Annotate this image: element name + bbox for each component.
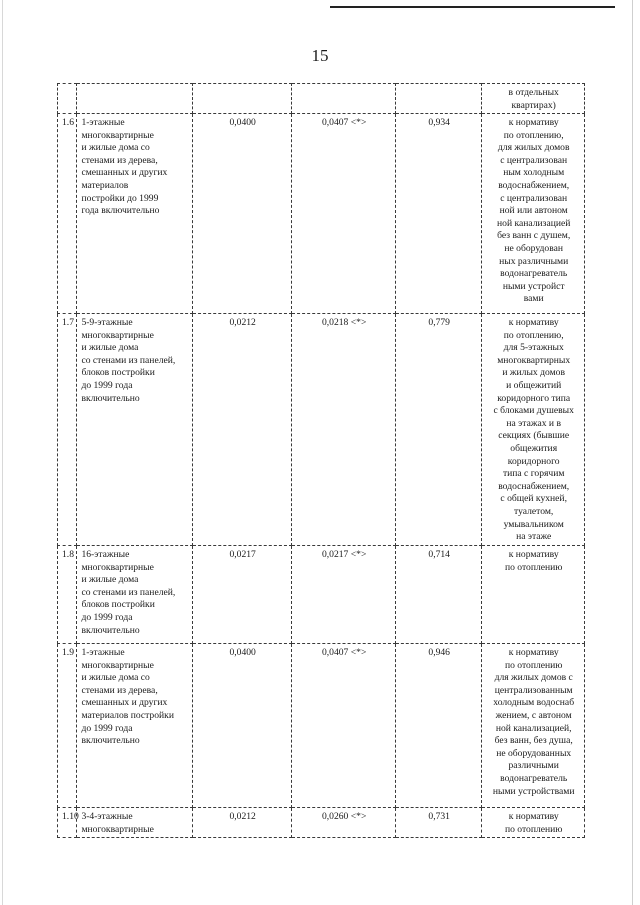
cell-note: к нормативу по отоплению (482, 546, 585, 644)
cell-value-3: 0,779 (396, 314, 482, 546)
cell-value-2: 0,0407 <*> (292, 644, 396, 808)
cell-value-1: 0,0212 (192, 808, 291, 838)
cell-value-3 (396, 84, 482, 114)
cell-value-1: 0,0400 (192, 114, 291, 314)
cell-description (77, 84, 193, 114)
cell-value-3: 0,731 (396, 808, 482, 838)
cell-value-2 (292, 84, 396, 114)
cell-num (58, 84, 77, 114)
cell-num: 1.10 (58, 808, 77, 838)
cell-num: 1.6 (58, 114, 77, 314)
table-row (58, 808, 585, 838)
cell-description: 1-этажные многоквартирные и жилые дома со стенами из дерева, смешанных и других материалов постройки до 1999 года включительно (77, 114, 193, 314)
cell-description: 16-этажные многоквартирные и жилые дома со стенами из панелей, блоков постройки до 1999 года включительно (77, 546, 193, 644)
cell-num: 1.9 (58, 644, 77, 808)
cell-num: 1.8 (58, 546, 77, 644)
table-row (58, 644, 585, 808)
scan-left-edge (2, 0, 3, 905)
cell-note: в отдельных квартирах) (482, 84, 585, 114)
tariff-table (57, 83, 585, 838)
cell-description: 1-этажные многоквартирные и жилые дома со стенами из дерева, смешанных и других материалов постройки до 1999 года включительно (77, 644, 193, 808)
cell-note: к нормативу по отоплению (482, 808, 585, 838)
cell-description: 3-4-этажные многоквартирные (77, 808, 193, 838)
scan-right-edge (632, 0, 633, 905)
table-row-continuation (58, 84, 585, 114)
cell-value-2: 0,0260 <*> (292, 808, 396, 838)
table-row (58, 546, 585, 644)
cell-note: к нормативу по отоплению, для жилых домов с централизован ным холодным водоснабжением, с централизован ной или автоном ной канализацией без ванн с душем, не оборудован ных различными водонагреватель ными устройст вами (482, 114, 585, 314)
cell-num: 1.7 (58, 314, 77, 546)
cell-value-1: 0,0400 (192, 644, 291, 808)
cell-value-3: 0,934 (396, 114, 482, 314)
cell-value-1 (192, 84, 291, 114)
top-rule (330, 6, 615, 8)
cell-value-1: 0,0217 (192, 546, 291, 644)
cell-value-1: 0,0212 (192, 314, 291, 546)
cell-value-2: 0,0407 <*> (292, 114, 396, 314)
table-row (58, 114, 585, 314)
cell-value-2: 0,0218 <*> (292, 314, 396, 546)
table-row (58, 314, 585, 546)
page-number: 15 (311, 46, 329, 65)
cell-note: к нормативу по отоплению, для 5-этажных многоквартирных и жилых домов и общежитий коридорного типа с блоками душевых на этажах и в секциях (бывшие общежития коридорного типа с горячим водоснабжением, с общей кухней, туалетом, умывальником на этаже (482, 314, 585, 546)
cell-value-3: 0,714 (396, 546, 482, 644)
cell-value-3: 0,946 (396, 644, 482, 808)
cell-description: 5-9-этажные многоквартирные и жилые дома со стенами из панелей, блоков постройки до 1999 года включительно (77, 314, 193, 546)
cell-value-2: 0,0217 <*> (292, 546, 396, 644)
cell-note: к нормативу по отоплению для жилых домов с централизованным холодным водоснаб жением, с автоном ной канализацией, без ванн, без душа, не оборудованных различными водонагреватель ными устройствами (482, 644, 585, 808)
